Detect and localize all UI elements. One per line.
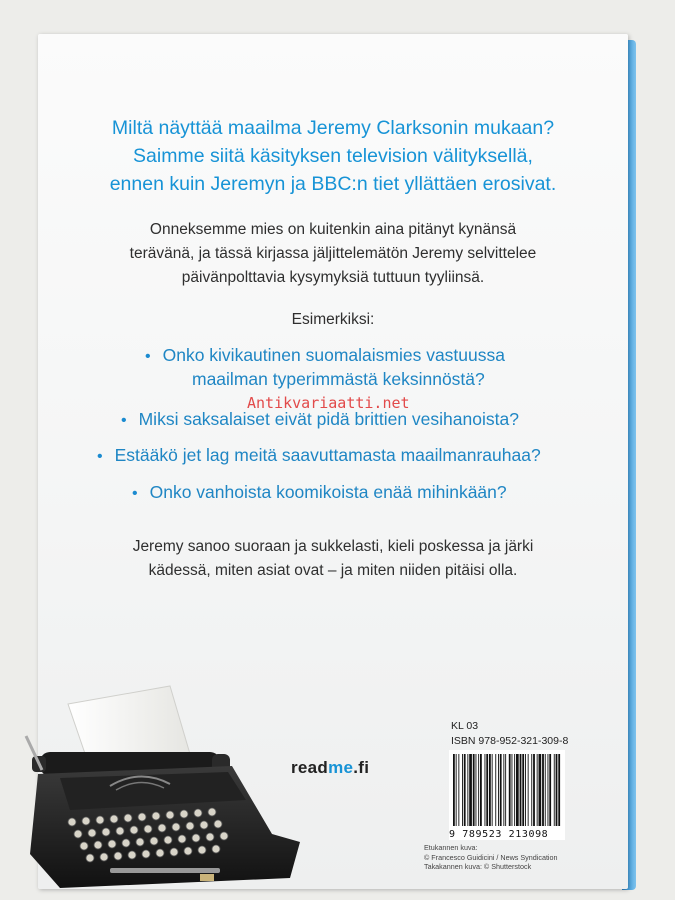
barcode-bar	[480, 754, 482, 826]
barcode-bar	[522, 754, 524, 826]
barcode-bar	[458, 754, 459, 826]
bullet-icon: •	[121, 412, 127, 429]
barcode-bar	[520, 754, 522, 826]
barcode-bar	[554, 754, 555, 826]
list-item-continuation: maailman typerimmästä keksinnöstä?	[192, 369, 485, 389]
barcode-bar	[533, 754, 535, 826]
barcode-bar	[528, 754, 529, 826]
barcode-bar	[485, 754, 486, 826]
list-item	[97, 443, 541, 469]
body-line: Onneksemme mies on kuitenkin aina pitänyt kynänsä	[149, 221, 517, 238]
barcode-bar	[537, 754, 538, 826]
barcode-bar	[469, 754, 472, 826]
barcode-bar	[467, 754, 468, 826]
barcode-bar	[514, 754, 515, 826]
bullet-icon: •	[145, 348, 151, 365]
barcode-bar	[548, 754, 549, 826]
list-item-text: Miksi saksalaiset eivät pidä brittien vesihanoista?	[138, 409, 519, 429]
list-item-text: Onko kivikautinen suomalaismies vastuussa	[162, 345, 505, 365]
barcode-bar	[525, 754, 526, 826]
barcode-bar	[500, 754, 502, 826]
barcode-bar	[456, 754, 457, 826]
watermark-text: Antikvariaatti.net	[247, 394, 410, 412]
barcode-bar	[505, 754, 506, 826]
closing-paragraph	[38, 535, 628, 583]
barcode-bar	[558, 754, 560, 826]
typewriter-image	[0, 682, 310, 900]
body-paragraph	[38, 218, 628, 290]
bullet-icon: •	[132, 485, 138, 502]
library-classification: KL 03	[451, 720, 479, 732]
barcode-bar	[464, 754, 466, 826]
examples-heading: Esimerkiksi:	[291, 311, 375, 328]
barcode-bar	[473, 754, 475, 826]
list-item-text: Estääkö jet lag meitä saavuttamasta maailmanrauhaa?	[114, 445, 541, 465]
barcode-bar	[492, 754, 493, 826]
bullet-icon: •	[97, 448, 103, 465]
barcode-bar	[495, 754, 496, 826]
barcode-bar	[516, 754, 519, 826]
closing-line: kädessä, miten asiat ovat – ja miten niiden pitäisi olla.	[148, 562, 518, 579]
intro-line: ennen kuin Jeremyn ja BBC:n tiet yllättäen erosivat.	[109, 173, 557, 195]
barcode-bar	[542, 754, 544, 826]
barcode-bar	[512, 754, 513, 826]
barcode-bar	[476, 754, 477, 826]
publisher-logo: readme.fi	[291, 758, 370, 777]
barcode-bar	[549, 754, 551, 826]
body-line: terävänä, ja tässä kirjassa jäljittelemätön Jeremy selvittelee	[129, 245, 537, 262]
barcode-bar	[462, 754, 463, 826]
barcode-bar	[556, 754, 558, 826]
list-item	[132, 480, 507, 506]
barcode-bar	[486, 754, 488, 826]
intro-text	[38, 114, 628, 198]
closing-line: Jeremy sanoo suoraan ja sukkelasti, kieli poskessa ja järki	[132, 538, 534, 555]
barcode-bar	[531, 754, 532, 826]
list-item	[145, 343, 505, 369]
barcode-bar	[453, 754, 455, 826]
barcode-bar	[509, 754, 511, 826]
intro-line: Saimme siitä käsityksen television välityksellä,	[133, 145, 533, 167]
barcode-bar	[489, 754, 491, 826]
intro-line: Miltä näyttää maailma Jeremy Clarksonin mukaan?	[111, 117, 555, 139]
photo-credits: Etukannen kuva: © Francesco Guidicini / News Syndication Takakannen kuva: © Shutterstock	[424, 843, 558, 872]
barcode-bar	[503, 754, 504, 826]
barcode-bar	[545, 754, 546, 826]
isbn-text: ISBN 978-952-321-309-8	[451, 735, 569, 747]
barcode-digits: 9 789523 213098	[449, 829, 549, 840]
barcode-image	[449, 750, 565, 840]
list-item-text: Onko vanhoista koomikoista enää mihinkään?	[149, 482, 507, 502]
body-line: päivänpolttavia kysymyksiä tuttuun tyyliinsä.	[181, 269, 485, 286]
barcode-bar	[539, 754, 542, 826]
barcode-bar	[498, 754, 499, 826]
barcode-bar	[478, 754, 479, 826]
